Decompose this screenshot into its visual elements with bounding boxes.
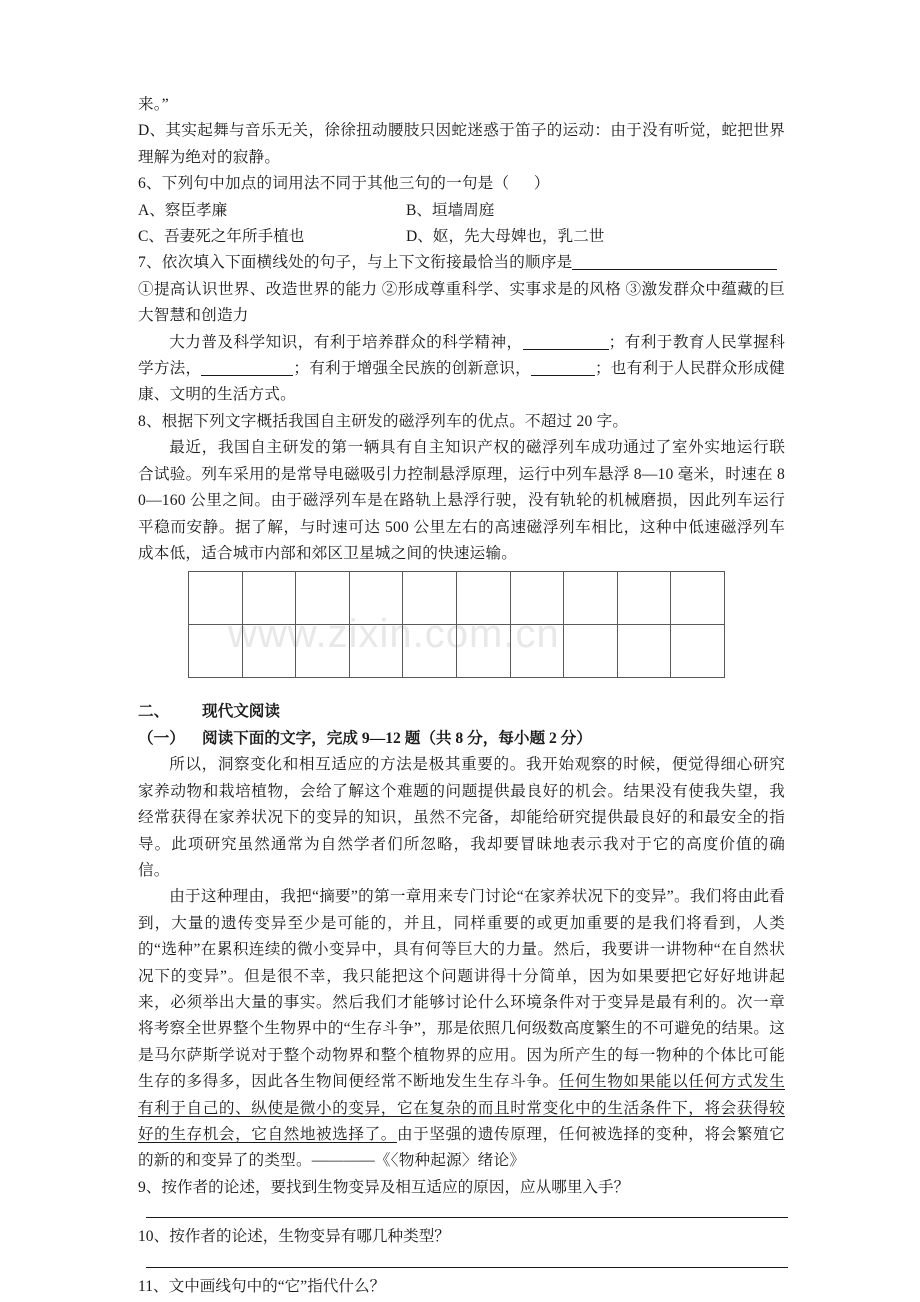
grid-cell[interactable] [403, 572, 457, 625]
question-7-choices: ①提高认识世界、改造世界的能力 ②形成尊重科学、实事求是的风格 ③激发群众中蕴藏的巨大智慧和创造力 [138, 280, 785, 325]
reading-para2-underlined-sentence: 任何生物如果能以任何方式发生有利于自己的、纵使是微小的变异，它在复杂的而且时常变化中的生活条件下，将会获得较好的生存机会，它自然地被选择了。 [138, 1073, 785, 1143]
section-2-title: 现代文阅读 [202, 703, 280, 721]
site-watermark: www.zixin.com.cn [228, 612, 560, 656]
question-6-option-d: D、妪，先大母婢也，乳二世 [406, 228, 605, 246]
grid-cell[interactable] [403, 625, 457, 678]
question-6-stem: 6、下列句中加点的词用法不同于其他三句的一句是（ ） [138, 175, 550, 193]
grid-cell[interactable] [296, 572, 350, 625]
question-10-stem: 10、按作者的论述，生物变异有哪几种类型？ [138, 1228, 450, 1246]
grid-cell[interactable] [671, 625, 725, 678]
table-row [189, 572, 725, 625]
question-7-stem [138, 250, 785, 276]
question-6-option-b: B、垣墙周庭 [406, 201, 495, 219]
question-7-blank-2[interactable] [201, 375, 293, 376]
question-8-passage: 最近，我国自主研发的第一辆具有自主知识产权的磁浮列车成功通过了室外实地运行联合试验。列车采用的是常导电磁吸引力控制悬浮原理，运行中列车悬浮 8—10 毫米，时速在 80—160 公里之间。由于磁浮列车是在路轨上悬浮行驶，没有轨轮的机械磨损，因此列车运行平稳而安静。据了解，与时速可达 500 公里左右的高速磁浮列车相比，这种中低速磁浮列车成本低，适合城市内部和郊区卫星城之间的快速运输。 [138, 439, 785, 562]
question-6-option-c: C、吾妻死之年所手植也 [138, 228, 305, 246]
carryover-line: 来。” [138, 96, 169, 113]
grid-cell[interactable] [617, 625, 671, 678]
grid-cell[interactable] [617, 572, 671, 625]
grid-cell[interactable] [242, 625, 296, 678]
answer-grid[interactable] [188, 571, 725, 678]
reading-paragraph-1: 所以，洞察变化和相互适应的方法是极其重要的。我开始观察的时候，便觉得细心研究家养动物和栽培植物，会给了解这个难题的问题提供最良好的机会。结果没有使我失望，我经常获得在家养状况下的变异的知识，虽然不完备，却能给研究提供最良好的和最安全的指导。此项研究虽然通常为自然学者们所忽略，我却要冒昧地表示我对于它的高度价值的确信。 [138, 756, 785, 879]
table-row [189, 625, 725, 678]
grid-cell[interactable] [456, 625, 510, 678]
grid-cell[interactable] [564, 625, 618, 678]
question-6-option-a: A、察臣孝廉 [138, 201, 228, 219]
grid-cell[interactable] [456, 572, 510, 625]
grid-cell[interactable] [349, 572, 403, 625]
question-7-stem-text: 7、依次填入下面横线处的句子，与上下文衔接最恰当的顺序是 [138, 254, 573, 272]
reading-para2-after-underline: 由于坚强的遗传原理，任何被选择的变种，将会繁殖它的新的和变异了的类型。————《〈物种起源〉绪论》 [138, 1126, 785, 1170]
question-7-body-seg-4: ；也有利于人民群众形成健康、文明的生活方式。 [138, 360, 785, 404]
carryover-option-d: D、其实起舞与音乐无关，徐徐扭动腰肢只因蛇迷惑于笛子的运动：由于没有听觉，蛇把世界理解为绝对的寂静。 [138, 122, 785, 166]
question-11-stem: 11、文中画线句中的“它”指代什么？ [138, 1277, 386, 1295]
grid-cell[interactable] [564, 572, 618, 625]
question-7-body-seg-1: 大力普及科学知识，有利于培养群众的科学精神， [169, 333, 523, 351]
section-2-sub-title: 阅读下面的文字，完成 9—12 题（共 8 分，每小题 2 分） [202, 730, 592, 748]
question-7-blank-3[interactable] [531, 375, 595, 376]
answer-grid-wrapper [188, 571, 785, 678]
question-6-options-row-2 [138, 224, 785, 250]
grid-cell[interactable] [671, 572, 725, 625]
grid-cell[interactable] [510, 625, 564, 678]
grid-cell[interactable] [510, 572, 564, 625]
section-2-heading [138, 698, 785, 725]
question-7-body-seg-2: ；有利于教育人民掌握科学方法， [138, 333, 785, 378]
section-2-sub-number: （一） [138, 730, 185, 748]
section-2-number: 二、 [138, 703, 170, 721]
reading-paragraph-2 [138, 884, 785, 1174]
grid-cell[interactable] [242, 572, 296, 625]
question-7-body-seg-3: ；有利于增强全民族的创新意识， [293, 360, 531, 378]
question-8-stem: 8、根据下列文字概括我国自主研发的磁浮列车的优点。不超过 20 字。 [138, 412, 629, 430]
question-7-body [138, 330, 785, 409]
question-7-order-blank[interactable] [572, 269, 777, 270]
question-9-answer-rule[interactable] [146, 1217, 788, 1218]
grid-cell[interactable] [189, 625, 243, 678]
grid-cell[interactable] [296, 625, 350, 678]
question-10-answer-rule[interactable] [146, 1267, 788, 1268]
question-6-options-row-1 [138, 198, 785, 224]
grid-cell[interactable] [349, 625, 403, 678]
question-9-stem: 9、按作者的论述，要找到生物变异及相互适应的原因，应从哪里入手？ [138, 1178, 630, 1196]
answer-grid-body [189, 572, 725, 678]
reading-para2-before-underline: 由于这种理由，我把“摘要”的第一章用来专门讨论“在家养状况下的变异”。我们将由此看到，大量的遗传变异至少是可能的，并且，同样重要的或更加重要的是我们将看到，人类的“选种”在累积连续的微小变异中，具有何等巨大的力量。然后，我要讲一讲物种“在自然状况下的变异”。但是很不幸，我只能把这个问题讲得十分简单，因为如果要把它好好地讲起来，必须举出大量的事实。然后我们才能够讨论什么环境条件对于变异是最有利的。次一章将考察全世界整个生物界中的“生存斗争”，那是依照几何级数高度繁生的不可避免的结果。这是马尔萨斯学说对于整个动物界和整个植物界的应用。因为所产生的每一物种的个体比可能生存的多得多，因此各生物间便经常不断地发生生存斗争。 [138, 888, 785, 1091]
grid-cell[interactable] [189, 572, 243, 625]
section-2-subheading [138, 725, 785, 752]
question-7-blank-1[interactable] [523, 349, 609, 350]
